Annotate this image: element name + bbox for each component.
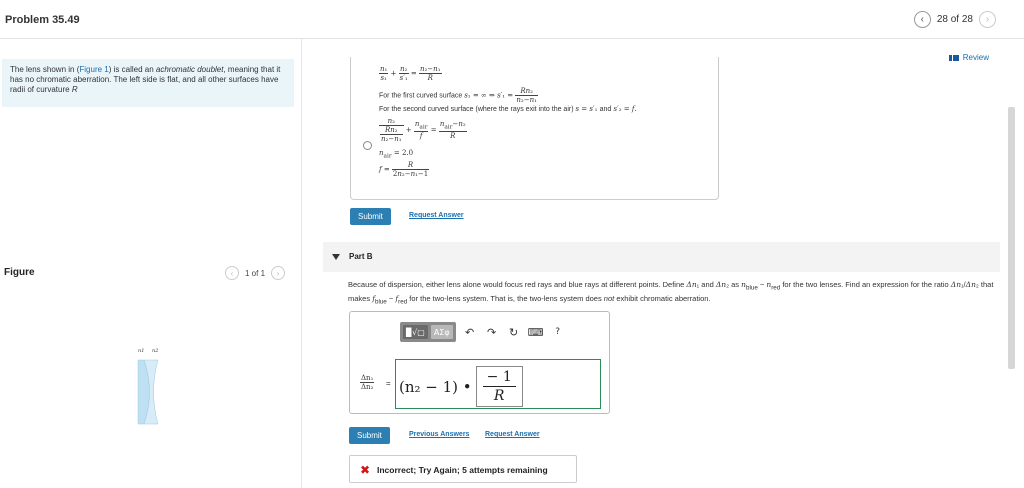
answer-expression: [399, 366, 523, 407]
scrollbar[interactable]: [1008, 107, 1015, 369]
part-b-question: Because of dispersion, either lens alone would focus red rays and blue rays at different points. Define Δn₁ and Δn₂ as $n_{blue} - n_{red}$ for the two lenses. Find an expression for the ratio Δn₁/Δn₂ that makes $f_{blue} - f_{red}$ for the two-lens system. That is, the two-lens system does not exhibit chromatic aberration.: [348, 280, 994, 305]
achromatic-doublet-diagram: [130, 342, 180, 442]
keyboard-icon[interactable]: ⌨: [527, 325, 544, 339]
answer-prefix: (n₂ − 1) •: [399, 377, 472, 396]
ratio-label: [360, 374, 374, 391]
part-b-title: Part B: [349, 252, 373, 261]
problem-title: Problem 35.49: [5, 14, 80, 26]
statement-italic: achromatic doublet: [155, 65, 224, 74]
previous-answers-link[interactable]: Previous Answers: [409, 431, 470, 438]
redo-icon[interactable]: ↷: [487, 325, 497, 339]
collapse-triangle-icon[interactable]: [332, 254, 340, 260]
n1-label: n1: [138, 348, 145, 354]
n2-label: n2: [152, 348, 159, 354]
chevron-right-icon[interactable]: ›: [979, 11, 996, 28]
templates-button[interactable]: ▉√▢: [403, 325, 428, 339]
right-panel: [303, 39, 1015, 488]
statement-text: ) is called an: [108, 65, 156, 74]
answer-numerator: − 1: [483, 368, 516, 387]
question-text: exhibit chromatic aberration.: [614, 293, 711, 303]
answer-input[interactable]: [395, 359, 601, 409]
part-b-request-answer-link[interactable]: Request Answer: [485, 431, 540, 438]
help-button[interactable]: ?: [555, 327, 561, 337]
chevron-left-icon[interactable]: ‹: [914, 11, 931, 28]
second-surface-text: For the second curved surface (where the rays exit into the air): [379, 106, 576, 113]
question-text: for the two-lens system. That is, the two-lens system does: [407, 293, 604, 303]
lens-figure: [130, 342, 180, 442]
option-radio[interactable]: [363, 141, 372, 150]
review-label: Review: [962, 53, 989, 62]
reset-icon[interactable]: ↻: [509, 325, 519, 339]
question-text: and: [699, 280, 716, 289]
editor-toolbar: [400, 322, 566, 342]
part-a-submit-button[interactable]: Submit: [350, 208, 391, 225]
first-surface-line: For the first curved surface s₁ = ∞ ⇒ s′₁ = $\frac{\text{Rn₂}}{\text{n₂−n₁}}$: [379, 87, 537, 104]
problem-pager: [914, 11, 996, 28]
part-b-submit-button[interactable]: Submit: [349, 427, 390, 444]
undo-icon[interactable]: ↶: [465, 325, 475, 339]
statement-var: R: [71, 85, 78, 94]
ratio-denominator: Δn₂: [361, 383, 374, 391]
chevron-right-icon[interactable]: ›: [271, 266, 285, 280]
answer-denominator: R: [493, 388, 505, 404]
second-surface-tail: and: [599, 106, 612, 113]
answer-fraction: [476, 366, 523, 407]
ratio-numerator: Δn₁: [361, 374, 374, 382]
pager-text: 28 of 28: [936, 14, 973, 25]
chevron-left-icon[interactable]: ‹: [225, 266, 239, 280]
math-answer-editor: [349, 311, 610, 414]
top-bar: [0, 0, 1024, 40]
focal-length-line: f = $\frac{R}{\text{2n₂−n₁−1}}$: [379, 161, 429, 178]
error-x-icon: ✖: [360, 463, 371, 477]
feedback-message: [349, 455, 577, 483]
review-link[interactable]: [949, 53, 989, 62]
question-text: Because of dispersion, either lens alone would focus red rays and blue rays at different points. Define: [348, 280, 687, 289]
figure-header: [0, 266, 302, 284]
equals-sign: =: [386, 379, 391, 388]
question-italic: not: [603, 293, 615, 303]
second-surface-line: For the second curved surface (where the rays exit into the air) s = s′₁ and s′₂ = f.: [379, 105, 637, 113]
toolbar-format-group: [400, 322, 456, 342]
greek-symbols-button[interactable]: ΑΣφ: [431, 325, 453, 339]
figure-label: Figure: [4, 267, 35, 278]
nair-line: $n_{air} = 2.0$: [379, 149, 414, 160]
figure-link[interactable]: Figure 1: [79, 65, 109, 74]
question-text: that makes: [348, 280, 994, 303]
nair-value: 2.0: [401, 149, 414, 157]
review-icon: [949, 55, 959, 61]
figure-pager-text: 1 of 1: [245, 268, 266, 278]
question-text: for the two lenses. Find an expression for the ratio: [780, 280, 951, 289]
statement-text: The lens shown in (: [10, 65, 80, 74]
figure-pager: [225, 266, 285, 280]
part-a-request-answer-link[interactable]: Request Answer: [409, 212, 464, 219]
statement-text: , meaning that it has no chromatic aberration. The left side is flat, and all other surfaces have radii of curvature: [10, 65, 281, 94]
part-a-answer-option: [350, 57, 719, 200]
left-panel: [0, 39, 302, 488]
snell-equation: $\frac{\text{n₁}}{\text{s₁}}$ + $\frac{\text{n₂}}{\text{s′₁}}$ = $\frac{\text{n₂−n₁}}{R}$: [380, 65, 441, 82]
part-b-header[interactable]: [323, 242, 1000, 272]
problem-statement: [2, 59, 294, 107]
first-surface-text: For the first curved surface: [379, 92, 465, 100]
feedback-text: Incorrect; Try Again; 5 attempts remaining: [377, 465, 548, 475]
second-surface-equation: $\frac{\text{n₂}}{\frac{\text{Rn₂}}{\text{n₂−n₁}}}$ + $\frac{n_{air}}{f}$ = $\frac{n_{air}-n_2}{R}$: [381, 117, 466, 143]
question-text: as: [729, 280, 742, 289]
